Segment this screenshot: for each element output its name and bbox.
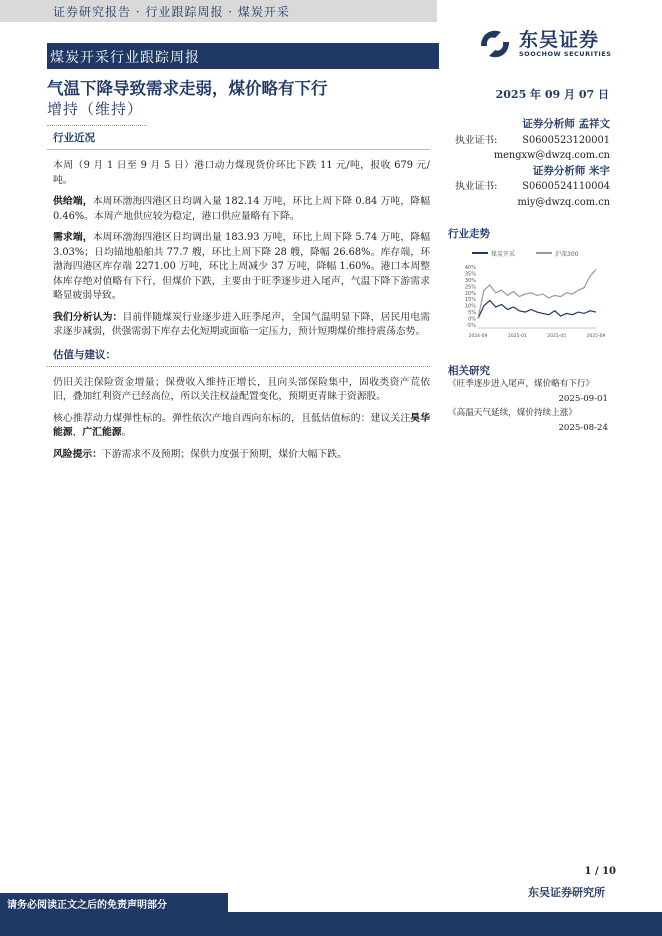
demand-lead: 需求端，	[53, 232, 93, 243]
analyst-1-license: S0600523120001	[522, 134, 610, 146]
disclaimer-banner	[0, 893, 228, 912]
divider	[47, 125, 147, 126]
divider	[47, 149, 430, 150]
headline: 气温下降导致需求走弱，煤价略有下行	[47, 79, 328, 98]
related-list	[448, 377, 608, 435]
y-tick-label: 15%	[464, 297, 476, 304]
divider	[47, 366, 430, 367]
analyst-2-license-row	[455, 179, 610, 195]
paragraph-analysis	[53, 311, 430, 340]
paragraph-risk	[53, 448, 430, 463]
page-number: 1 / 10	[584, 866, 616, 877]
y-tick-label: 10%	[464, 303, 476, 310]
x-tick-label: 2025-05	[547, 334, 567, 339]
y-tick-label: 35%	[464, 271, 476, 278]
stock-pick-2: 广汇能源	[82, 427, 122, 438]
risk-text: 下游需求不及预期；保供力度强于预期，煤价大幅下跌。	[101, 448, 347, 460]
brand-logo	[475, 24, 625, 64]
related-title: 相关研究	[448, 365, 490, 377]
analyst-1-name: 证券分析师 孟祥文	[522, 118, 610, 130]
separator: ，	[72, 427, 83, 438]
license-label: 执业证书:	[455, 181, 498, 192]
stock-pick-1: 昊华能源	[53, 412, 431, 438]
report-title-banner	[47, 43, 439, 69]
risk-lead: 风险提示：	[53, 448, 102, 460]
y-tick-label: 0%	[468, 316, 476, 323]
analyst-2-email[interactable]: miy@dwzq.com.cn	[517, 196, 610, 208]
license-label: 执业证书:	[455, 134, 498, 146]
related-item-2-title[interactable]: 《高温天气延续，煤价持续上涨》	[448, 408, 577, 418]
paragraph-supply	[53, 195, 430, 224]
legend-label-2: 沪深300	[555, 251, 579, 258]
x-tick-label: 2025-01	[507, 334, 527, 339]
y-tick-label: -5%	[466, 323, 476, 329]
series-label: 证券研究报告 · 行业跟踪周报 · 煤炭开采	[53, 5, 290, 19]
paragraph-demand	[53, 231, 430, 304]
analyst-2-license: S0600524110004	[522, 181, 610, 192]
y-tick-label: 40%	[464, 265, 476, 271]
analyst-2-name: 证券分析师 米宇	[532, 164, 610, 177]
supply-text: 本周环渤海四港区日均调入量 182.14 万吨，环比上周下降 0.84 万吨，降幅 0.46%。本周产地供应较为稳定，港口供应量略有下降。	[53, 196, 430, 222]
y-tick-label: 25%	[464, 284, 476, 291]
footer-bar	[0, 912, 662, 936]
series-line-coal	[478, 301, 596, 319]
paragraph-recommendation	[53, 412, 430, 441]
x-tick-label: 2025-09	[586, 334, 606, 339]
paragraph-insurance: 仍旧关注保险资金增量；保费收入维持正增长，且向头部保险集中，固收类资产荒依旧，叠加红利资产已经高位，所以关注权益配置变化，预期更青睐于资源股。	[53, 376, 430, 402]
y-tick-label: 5%	[468, 310, 476, 317]
analysis-lead: 我们分析认为：	[53, 311, 123, 323]
period: 。	[121, 427, 132, 438]
analyst-1-email[interactable]: mengxw@dwzq.com.cn	[493, 150, 610, 161]
analysis-text: 目前伴随煤炭行业逐步进入旺季尾声，全国气温明显下降，居民用电需求逐步减弱，供强需弱下库存去化短期或面临一定压力，预计短期煤价维持震荡态势。	[53, 311, 431, 337]
main-content	[47, 130, 430, 469]
brand-name-cn: 东吴证券	[519, 29, 600, 51]
series-banner	[0, 0, 437, 22]
trend-chart	[448, 245, 606, 345]
recommendation-text: 核心推荐动力煤弹性标的。弹性依次产地自西向东标的，且低估值标的：建议关注	[53, 412, 411, 424]
analyst-1-license-row	[455, 133, 610, 149]
trend-title: 行业走势	[448, 228, 490, 240]
legend-label-1: 煤炭开采	[491, 251, 516, 258]
related-item-2-date: 2025-08-24	[558, 422, 608, 433]
x-tick-label: 2024-09	[468, 334, 488, 339]
report-title: 煤炭开采行业跟踪周报	[50, 50, 200, 66]
demand-text: 本周环渤海四港区日均调出量 183.93 万吨，环比上周下降 5.74 万吨，降幅 3.03%；日均锚地船舶共 77.7 艘，环比上周下降 28 艘，降幅 26.68%。库存端，环渤海四港区库存端 2271.00 万吨，环比上周减少 37 万吨，降幅 1.60%。港口本周整体库存绝对值略有下行，但煤价下跌，主要由于旺季逐步进入尾声，气温下降下游需求略显疲弱导致。	[53, 232, 430, 301]
y-tick-label: 30%	[464, 277, 476, 284]
supply-lead: 供给端，	[53, 196, 93, 207]
y-tick-label: 20%	[464, 290, 476, 297]
rating: 增持（维持）	[47, 100, 144, 118]
analyst-panel	[455, 117, 610, 210]
related-item-1-date: 2025-09-01	[558, 393, 608, 404]
footer-org: 东吴证券研究所	[528, 886, 605, 899]
brand-name-en: SOOCHOW SECURITIES	[519, 50, 612, 58]
paragraph-price: 本周（9 月 1 日至 9 月 5 日）港口动力煤现货价环比下跌 11 元/吨，报收 679 元/吨。	[53, 160, 430, 186]
valuation-title: 估值与建议：	[53, 348, 116, 361]
disclaimer-text: 请务必阅读正文之后的免责声明部分	[7, 900, 167, 911]
series-line-hs300	[478, 270, 596, 319]
related-item-1-title[interactable]: 《旺季逐步进入尾声，煤价略有下行》	[448, 379, 595, 389]
brand-logo-icon	[475, 24, 515, 64]
overview-title: 行业近况	[53, 132, 95, 144]
report-date: 2025 年 09 月 07 日	[495, 88, 609, 101]
